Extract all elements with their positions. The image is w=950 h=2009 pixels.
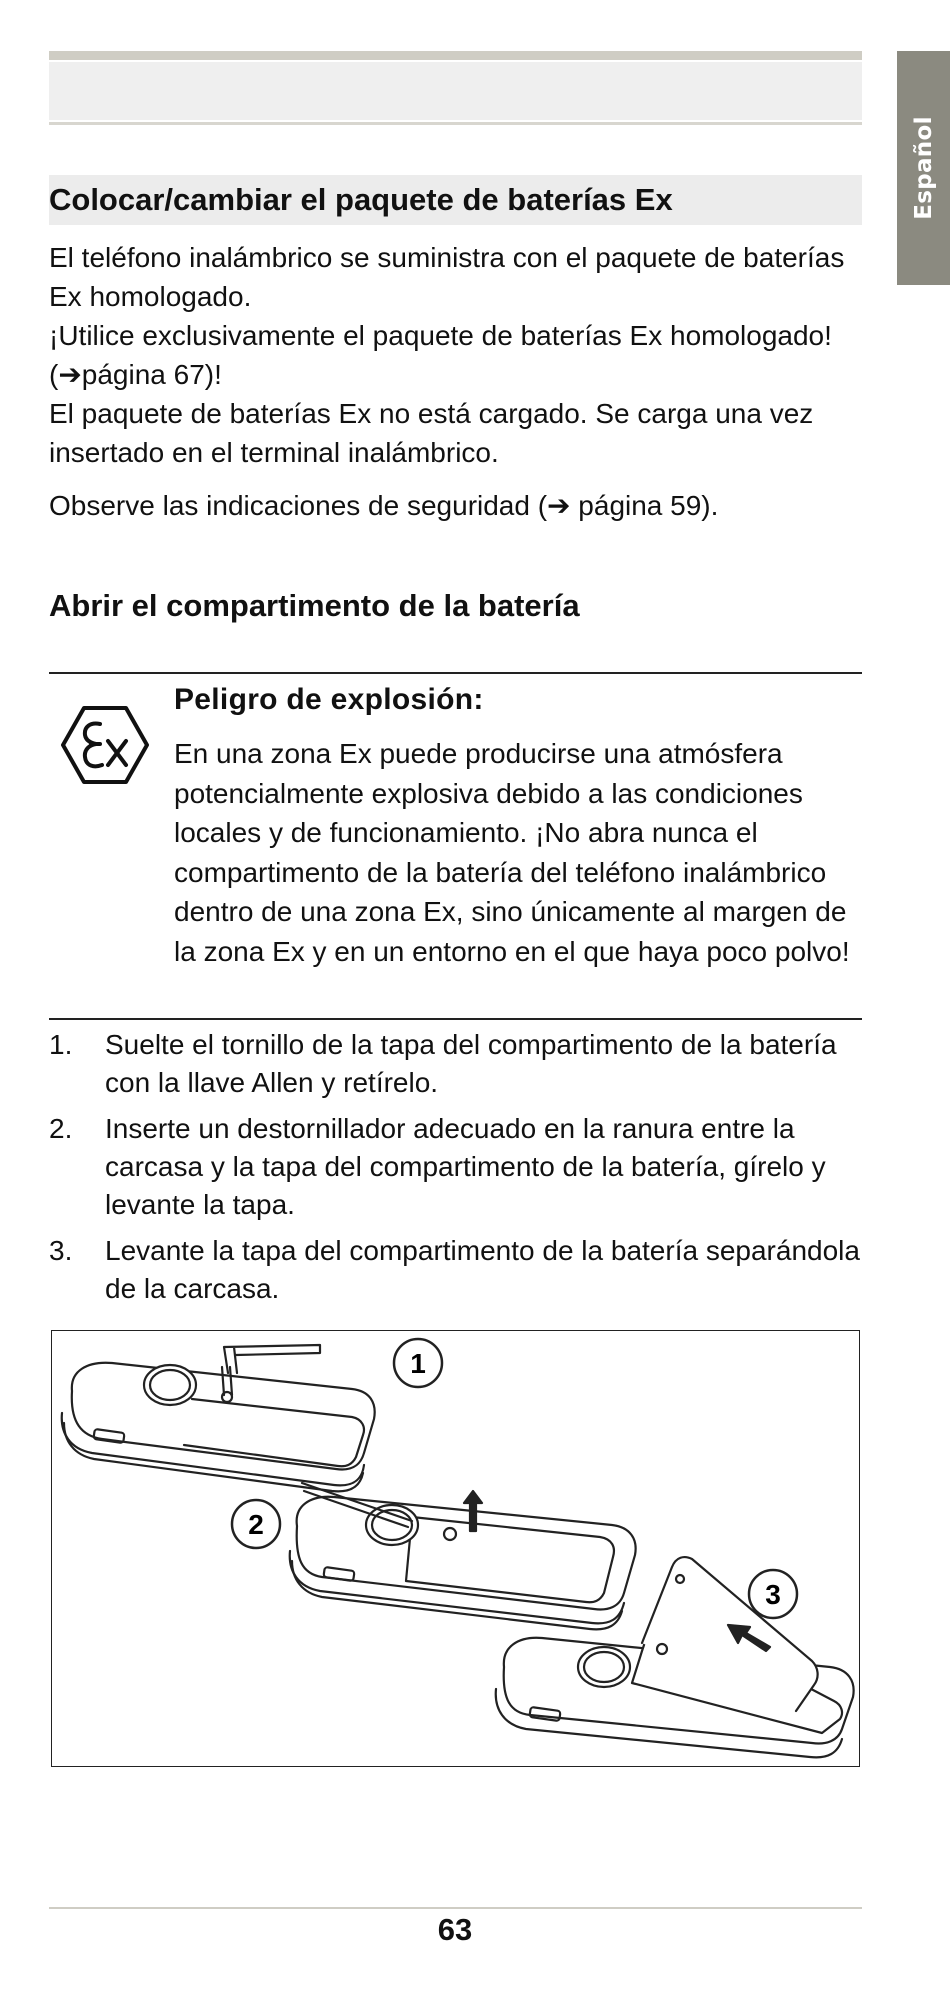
step-number: 1.: [49, 1029, 73, 1060]
warning-text: En una zona Ex puede producirse una atmósfera potencialmente explosiva debido a las condiciones locales y de funcionamiento. ¡No abra nunca el compartimento de la batería del teléfono inalámbrico dentro de una zona Ex, sino únicamente al margen de la zona Ex y en un entorno en el que haya poco polvo!: [174, 738, 850, 967]
list-item: [49, 1110, 869, 1224]
language-tab: [897, 51, 950, 285]
list-item: [49, 1026, 869, 1102]
instruction-steps: [49, 1026, 869, 1316]
step-number: 2.: [49, 1113, 73, 1144]
list-item: [49, 1232, 869, 1308]
language-tab-label: Español: [910, 116, 937, 220]
warning-top-rule: [49, 672, 862, 674]
ex-explosion-hazard-icon: [60, 705, 150, 785]
battery-warning-paragraph: ¡Utilice exclusivamente el paquete de baterías Ex homologado! (➔página 67)!: [49, 320, 832, 390]
warning-bottom-rule: [49, 1018, 862, 1020]
safety-reference-paragraph: Observe las indicaciones de seguridad (➔ página 59).: [49, 490, 719, 521]
header-top-bar: [49, 51, 862, 60]
step-text: Inserte un destornillador adecuado en la ranura entre la carcasa y la tapa del compartimento de la batería, gírelo y levante la tapa.: [105, 1113, 826, 1220]
intro-paragraph: El teléfono inalámbrico se suministra con el paquete de baterías Ex homologado.: [49, 242, 845, 312]
step-text: Levante la tapa del compartimento de la batería separándola de la carcasa.: [105, 1235, 860, 1304]
warning-title: Peligro de explosión:: [174, 683, 484, 716]
handset-drawings: [52, 1331, 858, 1765]
step-number: 3.: [49, 1235, 73, 1266]
step-text: Suelte el tornillo de la tapa del compartimento de la batería con la llave Allen y retírelo.: [105, 1029, 837, 1098]
handset-screwdriver-step: [290, 1483, 636, 1629]
callout-1: 1: [410, 1348, 426, 1379]
page-number: 63: [437, 1912, 473, 1947]
charging-paragraph: El paquete de baterías Ex no está cargado. Se carga una vez insertado en el terminal inalámbrico.: [49, 398, 814, 468]
section-title: Colocar/cambiar el paquete de baterías Ex: [49, 182, 673, 217]
battery-compartment-illustration: [51, 1330, 860, 1767]
handset-screw-step: [62, 1345, 375, 1491]
header-band: [49, 62, 862, 120]
subsection-title: Abrir el compartimento de la batería: [49, 588, 580, 623]
callout-2: 2: [248, 1509, 264, 1540]
header-divider: [49, 122, 862, 125]
footer-rule: [49, 1907, 862, 1909]
callout-3: 3: [765, 1579, 781, 1610]
